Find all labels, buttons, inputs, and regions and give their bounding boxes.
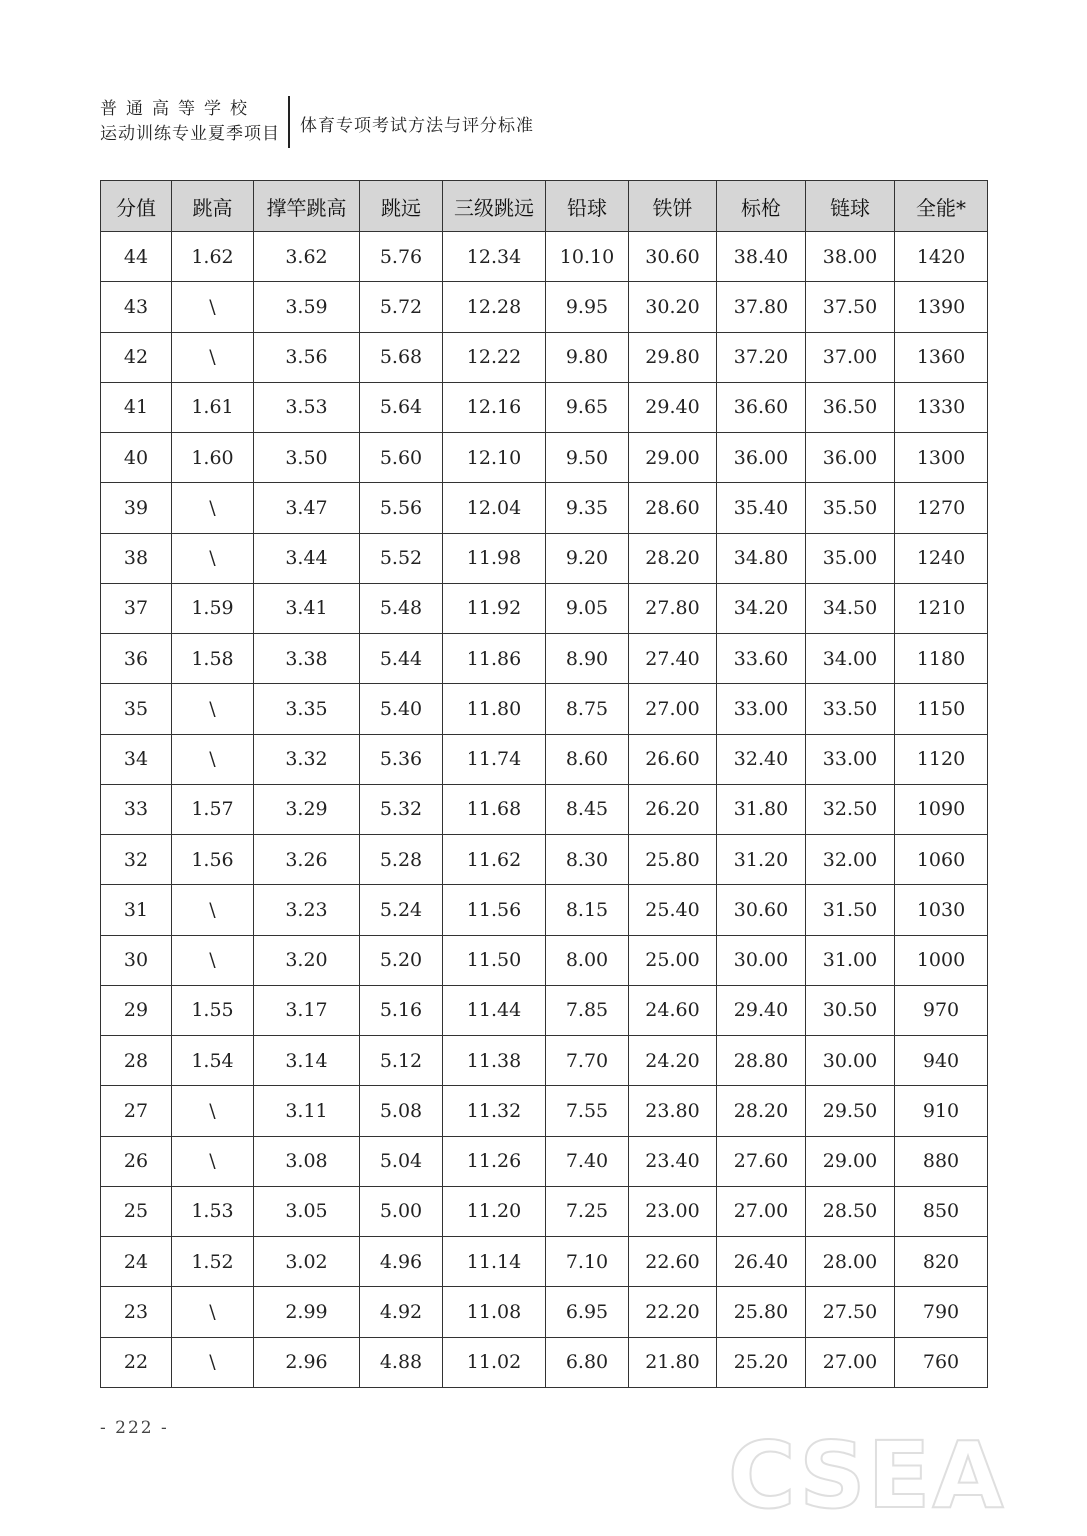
table-cell: 23 (101, 1287, 172, 1337)
table-cell: 30.50 (806, 985, 895, 1035)
table-row (101, 684, 988, 734)
table-cell: 29.80 (629, 332, 717, 382)
table-cell: 1030 (895, 885, 988, 935)
table-cell: 3.59 (254, 282, 360, 332)
table-cell: 37.50 (806, 282, 895, 332)
table-cell: 7.40 (546, 1136, 629, 1186)
table-cell: 3.05 (254, 1186, 360, 1236)
table-cell: 27.60 (717, 1136, 806, 1186)
table-cell: 9.80 (546, 332, 629, 382)
table-cell: 8.15 (546, 885, 629, 935)
table-cell: 5.52 (360, 533, 443, 583)
table-cell: 36.50 (806, 382, 895, 432)
table-cell: 760 (895, 1337, 988, 1388)
table-cell: 9.50 (546, 433, 629, 483)
table-cell: 4.96 (360, 1237, 443, 1287)
table-cell: 1240 (895, 533, 988, 583)
table-cell: 7.25 (546, 1186, 629, 1236)
csea-watermark-logo: CSEA (728, 1422, 1006, 1529)
table-cell: \ (172, 935, 254, 985)
table-cell: 25.40 (629, 885, 717, 935)
table-row (101, 935, 988, 985)
table-cell: 23.40 (629, 1136, 717, 1186)
table-cell: 36.60 (717, 382, 806, 432)
table-cell: 37.00 (806, 332, 895, 382)
table-cell: 28.20 (717, 1086, 806, 1136)
table-cell: 39 (101, 483, 172, 533)
table-cell: \ (172, 1287, 254, 1337)
table-cell: 3.32 (254, 734, 360, 784)
table-cell: 3.53 (254, 382, 360, 432)
table-cell: 35.40 (717, 483, 806, 533)
table-cell: 820 (895, 1237, 988, 1287)
table-cell: 1270 (895, 483, 988, 533)
table-cell: 11.08 (443, 1287, 546, 1337)
table-cell: 33.60 (717, 634, 806, 684)
table-cell: 30.00 (806, 1036, 895, 1086)
table-cell: 8.75 (546, 684, 629, 734)
table-cell: \ (172, 332, 254, 382)
table-cell: 35 (101, 684, 172, 734)
table-row (101, 1237, 988, 1287)
table-cell: 22 (101, 1337, 172, 1388)
table-cell: 4.88 (360, 1337, 443, 1388)
table-cell: 32.40 (717, 734, 806, 784)
header-left-line1: 普通高等学校 (100, 99, 256, 119)
table-row (101, 985, 988, 1035)
table-cell: \ (172, 1136, 254, 1186)
table-cell: 3.50 (254, 433, 360, 483)
table-cell: 1390 (895, 282, 988, 332)
table-cell: 25.80 (717, 1287, 806, 1337)
score-table (100, 180, 988, 1388)
table-cell: 3.35 (254, 684, 360, 734)
page-number: - 222 - (100, 1418, 169, 1438)
table-cell: 3.26 (254, 835, 360, 885)
table-cell: 1.61 (172, 382, 254, 432)
table-cell: 3.47 (254, 483, 360, 533)
table-cell: 32.00 (806, 835, 895, 885)
table-cell: 27.50 (806, 1287, 895, 1337)
table-cell: 37 (101, 583, 172, 633)
table-cell: 11.20 (443, 1186, 546, 1236)
table-cell: 11.50 (443, 935, 546, 985)
table-cell: 40 (101, 433, 172, 483)
table-cell: 1330 (895, 382, 988, 432)
table-cell: \ (172, 282, 254, 332)
table-cell: 24.20 (629, 1036, 717, 1086)
table-cell: 4.92 (360, 1287, 443, 1337)
table-cell: 3.14 (254, 1036, 360, 1086)
table-cell: 30.00 (717, 935, 806, 985)
table-cell: 8.90 (546, 634, 629, 684)
table-cell: 11.32 (443, 1086, 546, 1136)
table-cell: 1.59 (172, 583, 254, 633)
table-cell: 29 (101, 985, 172, 1035)
table-cell: 5.36 (360, 734, 443, 784)
table-cell: 970 (895, 985, 988, 1035)
table-cell: 5.72 (360, 282, 443, 332)
table-cell: 5.48 (360, 583, 443, 633)
table-cell: 5.24 (360, 885, 443, 935)
table-cell: 5.60 (360, 433, 443, 483)
table-cell: 1150 (895, 684, 988, 734)
table-cell: 1.54 (172, 1036, 254, 1086)
table-cell: 29.50 (806, 1086, 895, 1136)
table-cell: 36.00 (717, 433, 806, 483)
table-cell: 8.45 (546, 784, 629, 834)
table-cell: \ (172, 684, 254, 734)
table-cell: 1180 (895, 634, 988, 684)
table-cell: 28.50 (806, 1186, 895, 1236)
table-row (101, 282, 988, 332)
table-cell: 1.58 (172, 634, 254, 684)
table-cell: 11.44 (443, 985, 546, 1035)
table-cell: 33.00 (717, 684, 806, 734)
table-row (101, 734, 988, 784)
table-cell: 34.00 (806, 634, 895, 684)
table-cell: 7.55 (546, 1086, 629, 1136)
table-cell: 3.62 (254, 232, 360, 282)
table-cell: \ (172, 1337, 254, 1388)
table-cell: 5.12 (360, 1036, 443, 1086)
table-cell: 5.04 (360, 1136, 443, 1186)
table-cell: 32.50 (806, 784, 895, 834)
table-cell: 9.20 (546, 533, 629, 583)
column-header: 全能* (895, 181, 988, 232)
table-cell: 27.40 (629, 634, 717, 684)
table-cell: 35.50 (806, 483, 895, 533)
table-row (101, 433, 988, 483)
table-cell: 1420 (895, 232, 988, 282)
table-cell: 34.50 (806, 583, 895, 633)
table-cell: 1300 (895, 433, 988, 483)
table-cell: 30.20 (629, 282, 717, 332)
table-cell: 22.60 (629, 1237, 717, 1287)
table-cell: 12.28 (443, 282, 546, 332)
table-cell: 26.60 (629, 734, 717, 784)
table-cell: 27.00 (806, 1337, 895, 1388)
table-cell: 7.70 (546, 1036, 629, 1086)
table-cell: 3.23 (254, 885, 360, 935)
table-cell: 7.10 (546, 1237, 629, 1287)
table-row (101, 583, 988, 633)
table-cell: 12.10 (443, 433, 546, 483)
table-cell: 27.00 (717, 1186, 806, 1236)
table-body (101, 232, 988, 1388)
table-cell: 790 (895, 1287, 988, 1337)
table-cell: 31.50 (806, 885, 895, 935)
column-header: 铁饼 (629, 181, 717, 232)
table-cell: 26 (101, 1136, 172, 1186)
table-cell: 28 (101, 1036, 172, 1086)
table-cell: 27.00 (629, 684, 717, 734)
table-cell: 6.95 (546, 1287, 629, 1337)
header-right-title: 体育专项考试方法与评分标准 (300, 115, 534, 136)
table-cell: 38 (101, 533, 172, 583)
table-cell: 11.26 (443, 1136, 546, 1186)
table-cell: 880 (895, 1136, 988, 1186)
table-cell: \ (172, 885, 254, 935)
table-cell: 1000 (895, 935, 988, 985)
table-cell: 2.99 (254, 1287, 360, 1337)
table-cell: 1.53 (172, 1186, 254, 1236)
table-row (101, 1036, 988, 1086)
table-cell: 33.50 (806, 684, 895, 734)
table-row (101, 1186, 988, 1236)
column-header: 分值 (101, 181, 172, 232)
table-cell: 37.20 (717, 332, 806, 382)
table-cell: 940 (895, 1036, 988, 1086)
table-cell: 24 (101, 1237, 172, 1287)
table-row (101, 885, 988, 935)
table-cell: 1.56 (172, 835, 254, 885)
table-cell: 1.55 (172, 985, 254, 1035)
table-cell: 11.98 (443, 533, 546, 583)
table-cell: 37.80 (717, 282, 806, 332)
table-cell: 3.20 (254, 935, 360, 985)
table-cell: 8.00 (546, 935, 629, 985)
table-row (101, 1136, 988, 1186)
table-cell: 38.00 (806, 232, 895, 282)
table-cell: 5.76 (360, 232, 443, 282)
table-cell: 11.86 (443, 634, 546, 684)
table-cell: 27 (101, 1086, 172, 1136)
table-cell: 3.11 (254, 1086, 360, 1136)
table-cell: 3.29 (254, 784, 360, 834)
column-header: 链球 (806, 181, 895, 232)
table-cell: 33.00 (806, 734, 895, 784)
table-row (101, 232, 988, 282)
table-row (101, 784, 988, 834)
table-cell: 28.00 (806, 1237, 895, 1287)
table-row (101, 1086, 988, 1136)
table-cell: 11.80 (443, 684, 546, 734)
table-row (101, 634, 988, 684)
table-cell: 5.28 (360, 835, 443, 885)
table-cell: \ (172, 1086, 254, 1136)
table-cell: 11.92 (443, 583, 546, 633)
table-row (101, 1337, 988, 1388)
table-cell: 25.20 (717, 1337, 806, 1388)
table-cell: 8.60 (546, 734, 629, 784)
running-header (100, 96, 534, 148)
table-cell: 38.40 (717, 232, 806, 282)
table-row (101, 1287, 988, 1337)
table-cell: 31 (101, 885, 172, 935)
table-cell: 12.16 (443, 382, 546, 432)
table-cell: 22.20 (629, 1287, 717, 1337)
table-cell: 36.00 (806, 433, 895, 483)
table-cell: 1.60 (172, 433, 254, 483)
table-cell: 30.60 (629, 232, 717, 282)
table-cell: 3.44 (254, 533, 360, 583)
table-cell: 43 (101, 282, 172, 332)
table-cell: 28.20 (629, 533, 717, 583)
table-cell: 11.62 (443, 835, 546, 885)
table-cell: 5.32 (360, 784, 443, 834)
header-left-block (100, 97, 280, 147)
table-cell: \ (172, 533, 254, 583)
table-cell: 1.62 (172, 232, 254, 282)
column-header: 铅球 (546, 181, 629, 232)
table-cell: 23.00 (629, 1186, 717, 1236)
table-cell: 10.10 (546, 232, 629, 282)
table-cell: 25.80 (629, 835, 717, 885)
table-cell: 9.65 (546, 382, 629, 432)
column-header: 撑竿跳高 (254, 181, 360, 232)
table-cell: 29.00 (806, 1136, 895, 1186)
table-cell: 9.95 (546, 282, 629, 332)
table-cell: 12.34 (443, 232, 546, 282)
table-cell: 11.56 (443, 885, 546, 935)
table-cell: 910 (895, 1086, 988, 1136)
table-cell: 5.08 (360, 1086, 443, 1136)
table-cell: 26.20 (629, 784, 717, 834)
column-header: 跳远 (360, 181, 443, 232)
table-cell: 36 (101, 634, 172, 684)
table-cell: \ (172, 734, 254, 784)
header-row (101, 181, 988, 232)
table-cell: 29.40 (717, 985, 806, 1035)
table-cell: 1360 (895, 332, 988, 382)
table-cell: 12.04 (443, 483, 546, 533)
table-cell: 5.40 (360, 684, 443, 734)
table-cell: 1.57 (172, 784, 254, 834)
table-cell: 11.74 (443, 734, 546, 784)
table-cell: 1210 (895, 583, 988, 633)
column-header: 三级跳远 (443, 181, 546, 232)
table-cell: 32 (101, 835, 172, 885)
table-cell: 1060 (895, 835, 988, 885)
table-cell: 2.96 (254, 1337, 360, 1388)
table-row (101, 483, 988, 533)
table-cell: 1.52 (172, 1237, 254, 1287)
table-row (101, 533, 988, 583)
table-cell: 30.60 (717, 885, 806, 935)
header-left-line2: 运动训练专业夏季项目 (100, 124, 280, 144)
table-cell: 850 (895, 1186, 988, 1236)
table-cell: 25 (101, 1186, 172, 1236)
table-cell: 1090 (895, 784, 988, 834)
table-cell: 31.20 (717, 835, 806, 885)
table-cell: 3.41 (254, 583, 360, 633)
table-cell: 23.80 (629, 1086, 717, 1136)
table-cell: 27.80 (629, 583, 717, 633)
table-cell: 21.80 (629, 1337, 717, 1388)
table-cell: 11.02 (443, 1337, 546, 1388)
table-cell: 34 (101, 734, 172, 784)
table-cell: 28.80 (717, 1036, 806, 1086)
table-cell: 6.80 (546, 1337, 629, 1388)
table-cell: 41 (101, 382, 172, 432)
table-cell: 5.16 (360, 985, 443, 1035)
table-cell: 5.44 (360, 634, 443, 684)
table-cell: 34.80 (717, 533, 806, 583)
table-cell: 26.40 (717, 1237, 806, 1287)
table-cell: 5.00 (360, 1186, 443, 1236)
table-cell: 3.17 (254, 985, 360, 1035)
header-divider (288, 96, 290, 148)
table-cell: 3.38 (254, 634, 360, 684)
table-cell: 42 (101, 332, 172, 382)
table-cell: 1120 (895, 734, 988, 784)
table-cell: 3.02 (254, 1237, 360, 1287)
table-cell: 31.00 (806, 935, 895, 985)
table-row (101, 382, 988, 432)
table-cell: 5.64 (360, 382, 443, 432)
table-cell: 11.14 (443, 1237, 546, 1287)
table-cell: 3.56 (254, 332, 360, 382)
table-cell: 25.00 (629, 935, 717, 985)
table-cell: 44 (101, 232, 172, 282)
table-cell: 9.05 (546, 583, 629, 633)
table-cell: 12.22 (443, 332, 546, 382)
table-cell: 30 (101, 935, 172, 985)
table-cell: 29.40 (629, 382, 717, 432)
table-cell: 34.20 (717, 583, 806, 633)
table-cell: 8.30 (546, 835, 629, 885)
table-cell: 5.56 (360, 483, 443, 533)
column-header: 跳高 (172, 181, 254, 232)
table-cell: 9.35 (546, 483, 629, 533)
table-cell: 31.80 (717, 784, 806, 834)
table-cell: 5.20 (360, 935, 443, 985)
table-cell: 7.85 (546, 985, 629, 1035)
table-row (101, 332, 988, 382)
table-cell: 29.00 (629, 433, 717, 483)
table-cell: 24.60 (629, 985, 717, 1035)
table-header (101, 181, 988, 232)
table-cell: 3.08 (254, 1136, 360, 1186)
table-cell: 35.00 (806, 533, 895, 583)
table-cell: 28.60 (629, 483, 717, 533)
table-cell: \ (172, 483, 254, 533)
column-header: 标枪 (717, 181, 806, 232)
table-cell: 5.68 (360, 332, 443, 382)
table-cell: 11.68 (443, 784, 546, 834)
table-row (101, 835, 988, 885)
table-cell: 33 (101, 784, 172, 834)
table-cell: 11.38 (443, 1036, 546, 1086)
